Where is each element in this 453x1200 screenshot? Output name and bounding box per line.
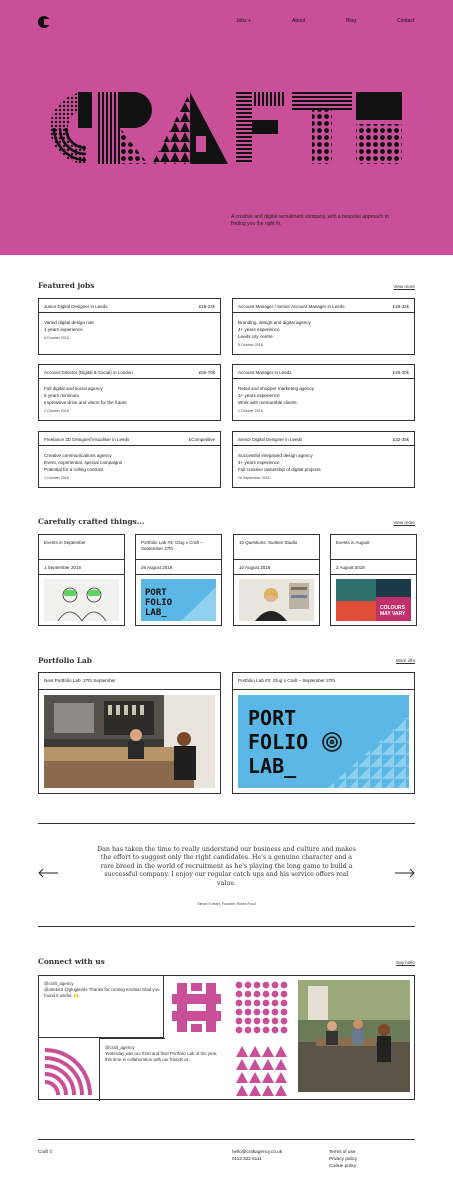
footer-terms-link[interactable]: Terms of use bbox=[329, 1149, 356, 1154]
blog-card-title: Events in August bbox=[336, 540, 370, 545]
job-detail-line: Full digital and social agency bbox=[44, 386, 103, 391]
job-detail-line: Branding, design and digital agency bbox=[238, 320, 311, 325]
arrow-left-icon[interactable] bbox=[38, 868, 58, 878]
blog-card-date: 2 August 2018 bbox=[331, 559, 416, 575]
bar-event-photo-image bbox=[44, 695, 215, 788]
svg-text:FOLIO: FOLIO bbox=[145, 598, 173, 608]
craft-logo-icon[interactable] bbox=[38, 16, 50, 28]
crafted-heading: Carefully crafted things... bbox=[38, 517, 145, 526]
portfolio-lab-card-title: Next Portfolio Lab: 27th September bbox=[44, 678, 116, 683]
job-details bbox=[238, 385, 314, 406]
poster-text: FOLIO bbox=[248, 730, 309, 754]
blog-card-date: 10 August 2018 bbox=[234, 559, 319, 575]
job-card-header bbox=[39, 432, 220, 446]
footer-brand: Craft © bbox=[38, 1149, 53, 1154]
job-date: 5 October 2018 bbox=[238, 343, 263, 347]
job-detail-line: 4+ years experience bbox=[238, 460, 280, 465]
tweet-handle: @craft_agency bbox=[44, 981, 74, 986]
job-title: Junior Digital Designer in Leeds bbox=[44, 304, 108, 309]
job-card-header bbox=[233, 299, 414, 313]
job-detail-line: Impressive drive and vision for the future bbox=[44, 400, 127, 405]
job-detail-line: 1 years experience bbox=[44, 327, 83, 332]
job-card[interactable] bbox=[38, 364, 221, 421]
social-photo-image bbox=[298, 980, 410, 1092]
blog-card[interactable] bbox=[330, 534, 417, 626]
job-salary: £28-32k bbox=[392, 304, 409, 309]
job-title: Account Manager in Leeds bbox=[238, 370, 292, 375]
footer-phone: 0113 322 6111 bbox=[232, 1156, 262, 1161]
blog-card[interactable] bbox=[135, 534, 222, 626]
say-hello-link[interactable]: Say hello bbox=[396, 960, 415, 965]
job-details bbox=[44, 452, 122, 473]
colours-may-vary-image bbox=[336, 579, 411, 621]
job-date: 2 October 2018 bbox=[238, 409, 263, 413]
poster-text: PORT bbox=[248, 706, 297, 730]
view-more-jobs-link[interactable]: View more bbox=[393, 284, 415, 289]
nav-blog[interactable]: Blog bbox=[346, 18, 357, 24]
svg-text:LAB_: LAB_ bbox=[145, 608, 167, 618]
triangles-pattern-tile bbox=[234, 1044, 289, 1097]
job-salary: £25-30k bbox=[392, 370, 409, 375]
connect-heading: Connect with us bbox=[38, 957, 105, 966]
job-salary: £18-24k bbox=[198, 304, 215, 309]
blog-card-date: 26 August 2018 bbox=[136, 559, 221, 575]
job-card-header bbox=[233, 432, 414, 446]
dots-pattern-tile bbox=[234, 980, 289, 1035]
featured-jobs-heading: Featured jobs bbox=[38, 281, 95, 290]
nav-jobs[interactable]: Jobs + bbox=[236, 18, 251, 24]
blog-card-date: 1 September 2018 bbox=[39, 559, 124, 575]
footer-email-link[interactable]: hello@craftagency.co.uk bbox=[232, 1149, 283, 1154]
job-date: 1 October 2018 bbox=[44, 476, 69, 480]
tweet-text: @urlebird @glugleeds Thanks for coming Keshia! Glad you found it useful. 🙌 bbox=[44, 987, 160, 998]
footer-divider bbox=[38, 1139, 415, 1140]
job-card-header bbox=[39, 365, 220, 379]
portfolio-lab-card[interactable] bbox=[232, 672, 415, 794]
job-detail-line: Potential for a rolling contract bbox=[44, 467, 104, 472]
job-detail-line: Varied digital design role bbox=[44, 320, 94, 325]
blog-card-title: 10 Questions: Sunken Studio bbox=[239, 540, 298, 545]
hash-pattern-tile bbox=[169, 980, 224, 1035]
divider bbox=[233, 689, 414, 690]
job-title: Account Director (Digital & Social) in London bbox=[44, 370, 133, 375]
job-salary: £Competitive bbox=[188, 437, 215, 442]
job-details bbox=[238, 452, 321, 473]
job-card[interactable] bbox=[232, 364, 415, 421]
blog-card-title: Events in September bbox=[44, 540, 86, 545]
job-title: Freelance 3D Designer/Visualiser in Leeds bbox=[44, 437, 130, 442]
tweet-card[interactable] bbox=[99, 1038, 218, 1101]
job-title: Senior Digital Designer in Leeds bbox=[238, 437, 303, 442]
job-salary: £55-70k bbox=[198, 370, 215, 375]
poster-text: LAB_ bbox=[248, 754, 297, 778]
job-detail-line: Retail and shopper marketing agency bbox=[238, 386, 315, 391]
job-detail-line: Work with memorable clients bbox=[238, 400, 297, 405]
hero-tagline: A creative and digital recruitment company, with a bespoke approach to finding you the right fit. bbox=[231, 214, 389, 227]
nav-about[interactable]: About bbox=[292, 18, 306, 24]
portfolio-lab-heading: Portfolio Lab bbox=[38, 656, 92, 665]
studio-portrait-image bbox=[239, 579, 314, 621]
job-card-header bbox=[39, 299, 220, 313]
job-title: Account Manager / Senior Account Manager in Leeds bbox=[238, 304, 345, 309]
job-detail-line: 3+ years experience bbox=[238, 393, 280, 398]
portfolio-lab-card-title: Portfolio Lab #3: Glug x Craft – September 27th bbox=[238, 678, 336, 683]
job-card[interactable] bbox=[232, 431, 415, 488]
events-illustration-image bbox=[44, 579, 119, 621]
tweet-handle: @craft_agency bbox=[105, 1045, 135, 1050]
job-details bbox=[44, 385, 127, 406]
view-more-posts-link[interactable]: View more bbox=[393, 520, 415, 525]
job-detail-line: Full creative ownership of digital projects bbox=[238, 467, 321, 472]
svg-text:PORT: PORT bbox=[145, 588, 167, 598]
divider bbox=[38, 926, 415, 927]
job-detail-line: Creative communications agency bbox=[44, 453, 112, 458]
craft-wordmark-art bbox=[50, 92, 402, 164]
job-detail-line: 5 years minimum bbox=[44, 393, 79, 398]
job-card[interactable] bbox=[38, 298, 221, 355]
job-date: 8 October 2018 bbox=[44, 336, 69, 340]
job-details bbox=[238, 319, 311, 340]
portfolio-lab-thumb-image bbox=[141, 579, 216, 621]
divider bbox=[39, 689, 220, 690]
job-date: 28 September 2018 bbox=[238, 476, 270, 480]
job-detail-line: Successful integrated design agency bbox=[238, 453, 313, 458]
testimonial-quote: Dan has taken the time to really understand our business and culture and makes the effort to suggest only the right candidates. He's a genuine character and a rare breed in the world of recruitment as he's playing the long game to build a successful company. I enjoy our regular catch ups and his service offers real value. bbox=[97, 846, 356, 887]
footer-cookie-link[interactable]: Cookie policy bbox=[329, 1163, 357, 1168]
job-detail-line: 4+ years experience bbox=[238, 327, 280, 332]
blog-card-title: Portfolio Lab #3: Glug x Craft – September 27th bbox=[141, 540, 203, 551]
portfolio-lab-card[interactable] bbox=[38, 672, 221, 794]
job-card[interactable] bbox=[38, 431, 221, 488]
svg-text:COLOURS: COLOURS bbox=[380, 605, 405, 611]
nav-contact[interactable]: Contact bbox=[397, 18, 415, 24]
testimonial-citation: Simon Forster, Founder, Robot Food bbox=[197, 902, 256, 906]
arcs-pattern-tile bbox=[43, 1044, 96, 1097]
job-card-header bbox=[233, 365, 414, 379]
job-details bbox=[44, 319, 94, 333]
tweet-card[interactable] bbox=[39, 976, 164, 1038]
blog-card[interactable] bbox=[38, 534, 125, 626]
job-detail-line: Leeds city centre bbox=[238, 334, 273, 339]
divider bbox=[38, 823, 415, 824]
job-salary: £32-35k bbox=[392, 437, 409, 442]
job-card[interactable] bbox=[232, 298, 415, 355]
hero-banner bbox=[0, 0, 453, 255]
more-info-link[interactable]: More info bbox=[395, 658, 415, 663]
job-detail-line: Event, experiential, special campaigns bbox=[44, 460, 123, 465]
blog-card[interactable] bbox=[233, 534, 320, 626]
svg-text:MAY VARY: MAY VARY bbox=[380, 611, 406, 617]
tweet-text: Yesterday was our third and final Portfolio Lab of the year, this time in collaboration with our friends at... bbox=[105, 1051, 218, 1062]
arrow-right-icon[interactable] bbox=[395, 868, 415, 878]
job-date: 2 October 2018 bbox=[44, 409, 69, 413]
portfolio-lab-poster-image bbox=[238, 695, 409, 788]
footer-privacy-link[interactable]: Privacy policy bbox=[329, 1156, 358, 1161]
social-grid bbox=[38, 975, 415, 1100]
